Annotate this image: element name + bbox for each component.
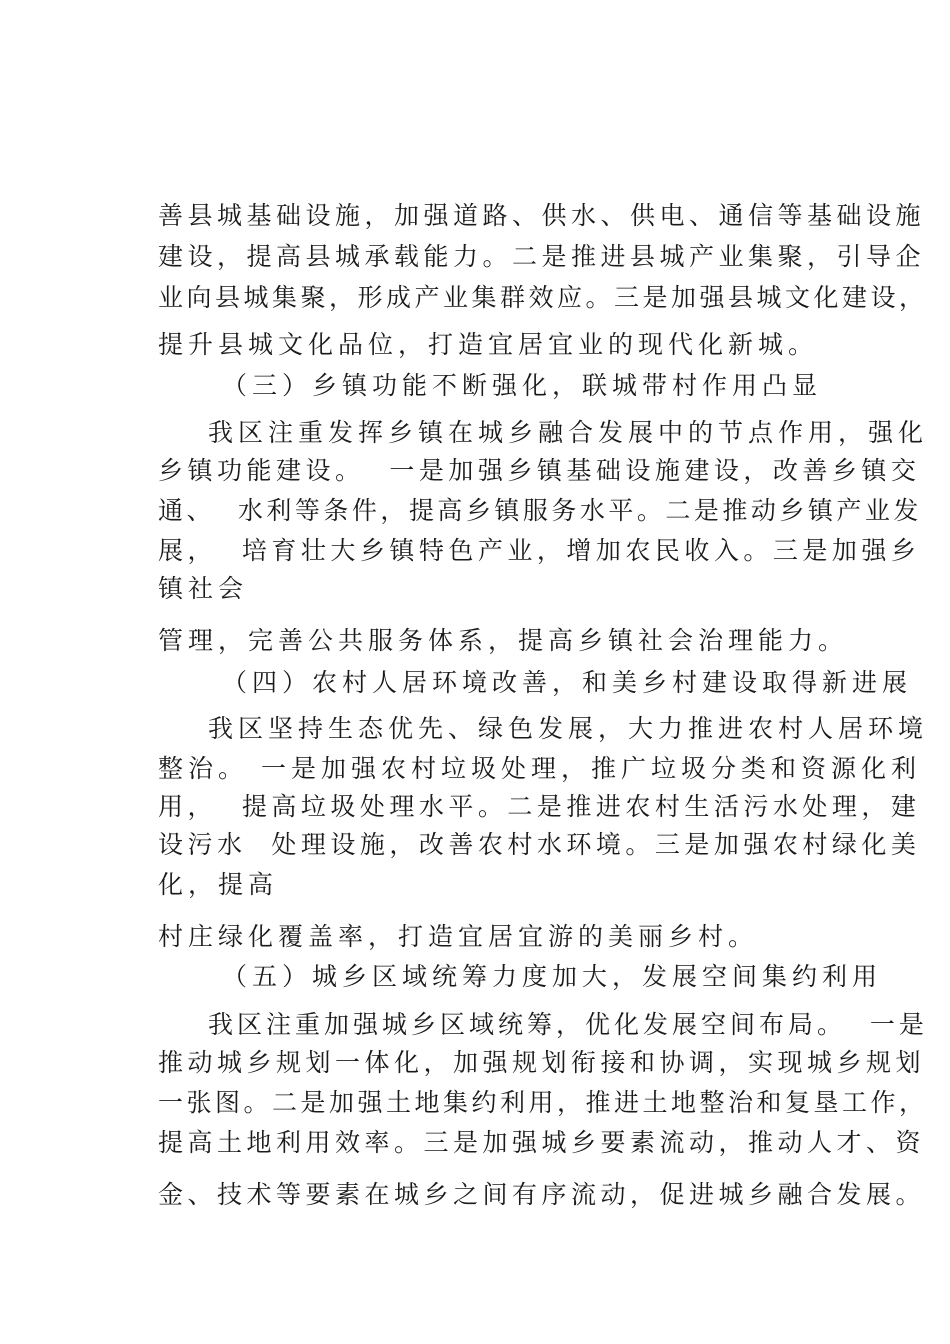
text-line: 金、技术等要素在城乡之间有序流动，促进城乡融合发展。: [158, 1180, 926, 1209]
paragraph-first-line: 我区注重发挥乡镇在城乡融合发展中的节点作用，强化: [208, 418, 929, 447]
section-heading: （四）农村人居环境改善，和美乡村建设取得新进展: [222, 668, 913, 697]
text-line: 建设，提高县城承载能力。二是推进县城产业集聚，引导企: [158, 242, 926, 271]
section-heading: （五）城乡区域统筹力度加大，发展空间集约利用: [222, 962, 883, 991]
text-line: 用， 提高垃圾处理水平。二是推进农村生活污水处理，建: [158, 792, 921, 821]
text-line: 整治。 一是加强农村垃圾处理，推广垃圾分类和资源化利: [158, 754, 921, 783]
text-line: 镇社会: [158, 574, 249, 603]
text-line: 通、 水利等条件，提高乡镇服务水平。二是推动乡镇产业发: [158, 496, 922, 525]
paragraph-first-line: 我区注重加强城乡区域统筹，优化发展空间布局。 一是: [208, 1010, 928, 1039]
paragraph-first-line: 我区坚持生态优先、绿色发展，大力推进农村人居环境: [208, 714, 929, 743]
text-line: 管理，完善公共服务体系，提高乡镇社会治理能力。: [158, 626, 849, 655]
text-line: 设污水 处理设施，改善农村水环境。三是加强农村绿化美: [158, 830, 921, 859]
text-line: 善县城基础设施，加强道路、供水、供电、通信等基础设施: [158, 201, 926, 230]
text-line: 推动城乡规划一体化，加强规划衔接和协调，实现城乡规划: [158, 1048, 926, 1077]
text-line: 提升县城文化品位，打造宜居宜业的现代化新城。: [158, 330, 819, 359]
text-line: 一张图。二是加强土地集约利用，推进土地整治和复垦工作，: [158, 1088, 928, 1117]
text-line: 化，提高: [158, 870, 279, 899]
text-line: 乡镇功能建设。 一是加强乡镇基础设施建设，改善乡镇交: [158, 456, 921, 485]
text-line: 村庄绿化覆盖率，打造宜居宜游的美丽乡村。: [158, 922, 759, 951]
text-line: 提高土地利用效率。三是加强城乡要素流动，推动人才、资: [158, 1128, 926, 1157]
section-heading: （三）乡镇功能不断强化，联城带村作用凸显: [222, 371, 823, 400]
text-line: 展， 培育壮大乡镇特色产业，增加农民收入。三是加强乡: [158, 536, 921, 565]
text-line: 业向县城集聚，形成产业集群效应。三是加强县城文化建设，: [158, 283, 928, 312]
